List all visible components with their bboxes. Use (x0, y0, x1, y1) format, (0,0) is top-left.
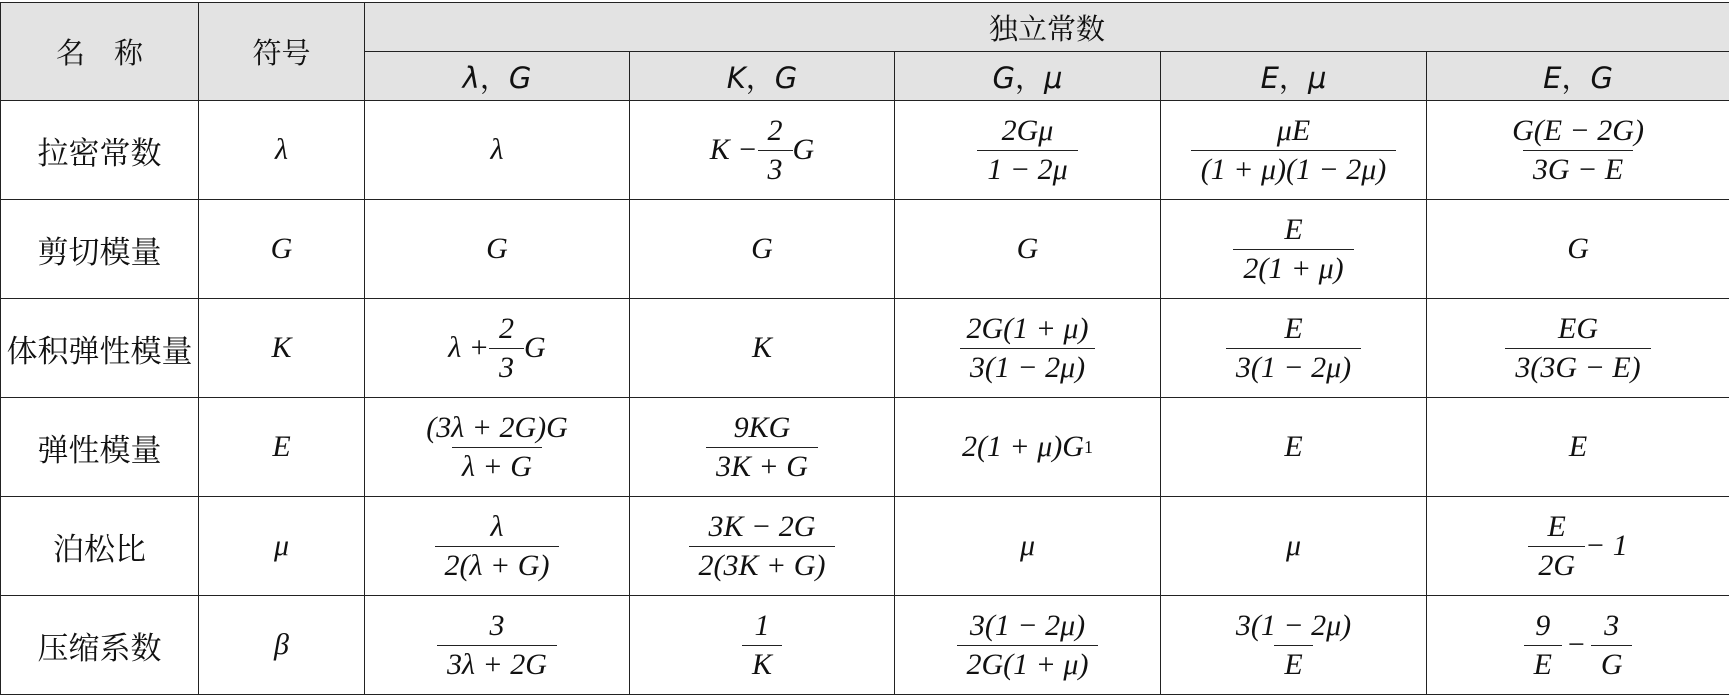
formula-cell (365, 398, 630, 497)
fraction-numerator: 2 (499, 311, 515, 345)
formula-prefix: K − (709, 133, 758, 166)
formula-cell (895, 299, 1161, 398)
fraction-denominator: (1 + μ)(1 − 2μ) (1191, 150, 1397, 187)
formula-cell (630, 101, 895, 200)
formula-prefix: λ + (448, 331, 490, 364)
formula-cell (1161, 398, 1427, 497)
pair-separator: ， (1015, 60, 1045, 95)
formula-text: λ (490, 133, 504, 166)
formula-cell (895, 398, 1161, 497)
pair-separator: ， (1278, 60, 1308, 95)
pair-constant-a: E (1543, 60, 1562, 95)
pair-constant-b: G (508, 60, 532, 95)
formula-expression (1233, 213, 1353, 286)
fraction-denominator: 1 − 2μ (977, 150, 1077, 187)
formula-expression (706, 411, 818, 484)
constant-symbol: μ (199, 497, 365, 596)
pair-separator: ， (479, 60, 509, 95)
formula-text: μ (1019, 529, 1036, 562)
fraction-denominator: 3λ + 2G (437, 645, 557, 682)
formula-expression (1567, 232, 1589, 266)
fraction-numerator: E (1547, 509, 1566, 543)
formula-text: G (1567, 232, 1589, 265)
fraction-numerator: (3λ + 2G)G (426, 410, 568, 444)
pair-separator: ， (745, 60, 775, 95)
constant-pair-header (895, 52, 1161, 101)
fraction-numerator: λ (490, 509, 504, 543)
formula-expression (1284, 430, 1302, 464)
formula-cell (1427, 299, 1729, 398)
fraction-numerator: 3K − 2G (708, 509, 816, 543)
fraction (1226, 609, 1361, 682)
fraction (1505, 312, 1650, 385)
formula-subscript: 1 (1083, 436, 1093, 457)
constant-name: 泊松比 (1, 497, 199, 596)
formula-cell (1161, 596, 1427, 695)
header-row-1 (1, 3, 1729, 52)
pair-constant-b: G (1590, 60, 1613, 95)
formula-expression (1286, 529, 1301, 563)
formula-operator: − (1567, 628, 1585, 661)
formula-expression (977, 114, 1077, 187)
fraction (437, 609, 557, 682)
pair-constant-a: E (1260, 60, 1279, 95)
fraction-numerator: 3(1 − 2μ) (969, 608, 1086, 642)
table-row (1, 299, 1729, 398)
fraction (977, 114, 1077, 187)
formula-expression (689, 510, 836, 583)
fraction-numerator: 2 (767, 113, 783, 147)
fraction-numerator: μE (1276, 113, 1311, 147)
fraction-denominator: 3 (758, 150, 793, 187)
table-row (1, 101, 1729, 200)
fraction-numerator: 3(1 − 2μ) (1235, 608, 1352, 642)
independent-constants-header: 独立常数 (365, 3, 1729, 52)
formula-expression (962, 430, 1093, 464)
formula-expression (1502, 114, 1654, 187)
formula-text: G (1016, 232, 1039, 265)
formula-expression (1528, 510, 1627, 583)
fraction-numerator: 2Gμ (1001, 113, 1054, 147)
constant-symbol: K (199, 299, 365, 398)
formula-expression (1524, 609, 1633, 682)
fraction-denominator: 3G − E (1523, 150, 1633, 187)
fraction (435, 510, 560, 583)
fraction (957, 312, 1099, 385)
fraction (758, 114, 793, 187)
formula-expression (742, 609, 782, 682)
fraction (1502, 114, 1654, 187)
fraction (489, 312, 524, 385)
fraction-numerator: 9KG (733, 410, 791, 444)
formula-expression (710, 114, 814, 187)
name-column-header: 名 称 (1, 3, 199, 101)
fraction (1591, 609, 1633, 682)
constant-name: 弹性模量 (1, 398, 199, 497)
formula-expression (957, 312, 1099, 385)
fraction-denominator: 2(1 + μ) (1233, 249, 1353, 286)
formula-cell (630, 299, 895, 398)
fraction-numerator: EG (1558, 311, 1599, 345)
formula-cell (630, 398, 895, 497)
fraction-denominator: λ + G (452, 447, 542, 484)
fraction-denominator: 3(1 − 2μ) (1226, 348, 1361, 385)
formula-text: E (1284, 430, 1303, 463)
fraction-numerator: 9 (1535, 608, 1551, 642)
formula-text: 2(1 + μ)G (962, 430, 1084, 463)
fraction-numerator: E (1284, 311, 1303, 345)
formula-suffix: G (524, 331, 546, 364)
formula-cell (1161, 497, 1427, 596)
fraction-numerator: G(E − 2G) (1512, 113, 1644, 147)
fraction-denominator: 2(λ + G) (435, 546, 560, 583)
pair-constant-a: λ (462, 60, 480, 95)
formula-expression (1569, 430, 1587, 464)
fraction-numerator: 2G(1 + μ) (966, 311, 1089, 345)
formula-text: G (751, 232, 773, 265)
elastic-constants-table (0, 2, 1729, 695)
formula-cell (365, 101, 630, 200)
fraction-denominator: E (1524, 645, 1562, 682)
formula-cell (1427, 497, 1729, 596)
constant-pair-header (1161, 52, 1427, 101)
constant-symbol: λ (199, 101, 365, 200)
formula-cell (1161, 299, 1427, 398)
fraction-denominator: 3(1 − 2μ) (960, 348, 1095, 385)
pair-constant-a: K (726, 60, 746, 95)
fraction-denominator: 2(3K + G) (689, 546, 836, 583)
formula-cell (365, 497, 630, 596)
fraction (1226, 312, 1361, 385)
formula-suffix: G (792, 133, 815, 166)
table-row (1, 200, 1729, 299)
fraction (416, 411, 578, 484)
pair-constant-b: μ (1044, 60, 1063, 95)
formula-cell (365, 200, 630, 299)
fraction (706, 411, 818, 484)
table-row (1, 596, 1729, 695)
formula-expression (1017, 232, 1039, 266)
constant-symbol: E (199, 398, 365, 497)
fraction (1528, 510, 1585, 583)
fraction (957, 609, 1099, 682)
formula-cell (365, 299, 630, 398)
constant-symbol: β (199, 596, 365, 695)
fraction-numerator: 1 (754, 608, 770, 642)
constant-name: 体积弹性模量 (1, 299, 199, 398)
fraction-denominator: 3K + G (706, 447, 818, 484)
fraction-denominator: 2G (1528, 546, 1585, 583)
fraction (689, 510, 836, 583)
pair-constant-a: G (992, 60, 1015, 95)
formula-cell (1161, 101, 1427, 200)
constant-pair-header (365, 52, 630, 101)
formula-expression (486, 232, 508, 266)
formula-expression (1226, 312, 1361, 385)
fraction-denominator: 3 (489, 348, 524, 385)
formula-cell (1161, 200, 1427, 299)
pair-constant-b: μ (1307, 60, 1327, 95)
formula-cell (895, 497, 1161, 596)
constant-symbol: G (199, 200, 365, 299)
fraction-numerator: 3 (1604, 608, 1620, 642)
formula-text: E (1568, 430, 1588, 463)
formula-expression (416, 411, 578, 484)
formula-expression (1191, 114, 1397, 187)
constant-name: 拉密常数 (1, 101, 199, 200)
formula-expression (1020, 529, 1035, 563)
fraction-denominator: 3(3G − E) (1505, 348, 1650, 385)
fraction-denominator: K (742, 645, 782, 682)
constant-pair-header (1427, 52, 1729, 101)
table-row (1, 497, 1729, 596)
pair-constant-b: G (774, 60, 798, 95)
formula-cell (630, 200, 895, 299)
fraction-denominator: E (1274, 645, 1312, 682)
formula-cell (895, 101, 1161, 200)
formula-expression (957, 609, 1099, 682)
constant-name: 剪切模量 (1, 200, 199, 299)
formula-cell (630, 497, 895, 596)
formula-text: G (486, 232, 508, 265)
symbol-column-header: 符号 (199, 3, 365, 101)
table-body (1, 101, 1729, 695)
formula-expression (448, 312, 545, 385)
formula-expression (437, 609, 557, 682)
fraction (1233, 213, 1353, 286)
fraction-numerator: 3 (489, 608, 505, 642)
formula-cell (1427, 596, 1729, 695)
fraction-denominator: G (1591, 645, 1633, 682)
formula-expression (751, 232, 773, 266)
formula-cell (365, 596, 630, 695)
fraction-numerator: E (1284, 212, 1303, 246)
formula-cell (1427, 101, 1729, 200)
formula-suffix: − 1 (1584, 529, 1628, 562)
fraction-denominator: 2G(1 + μ) (957, 645, 1099, 682)
formula-expression (491, 133, 504, 167)
formula-text: K (751, 331, 772, 364)
fraction (742, 609, 782, 682)
formula-expression (1505, 312, 1650, 385)
table-header (1, 3, 1729, 101)
formula-cell (895, 200, 1161, 299)
formula-cell (630, 596, 895, 695)
fraction (1191, 114, 1397, 187)
formula-text: μ (1285, 529, 1302, 562)
formula-expression (1226, 609, 1361, 682)
constant-name: 压缩系数 (1, 596, 199, 695)
pair-separator: ， (1561, 60, 1591, 95)
formula-cell (895, 596, 1161, 695)
formula-expression (435, 510, 560, 583)
formula-cell (1427, 200, 1729, 299)
fraction (1524, 609, 1562, 682)
formula-cell (1427, 398, 1729, 497)
formula-expression (752, 331, 772, 365)
table-row (1, 398, 1729, 497)
constant-pair-header (630, 52, 895, 101)
